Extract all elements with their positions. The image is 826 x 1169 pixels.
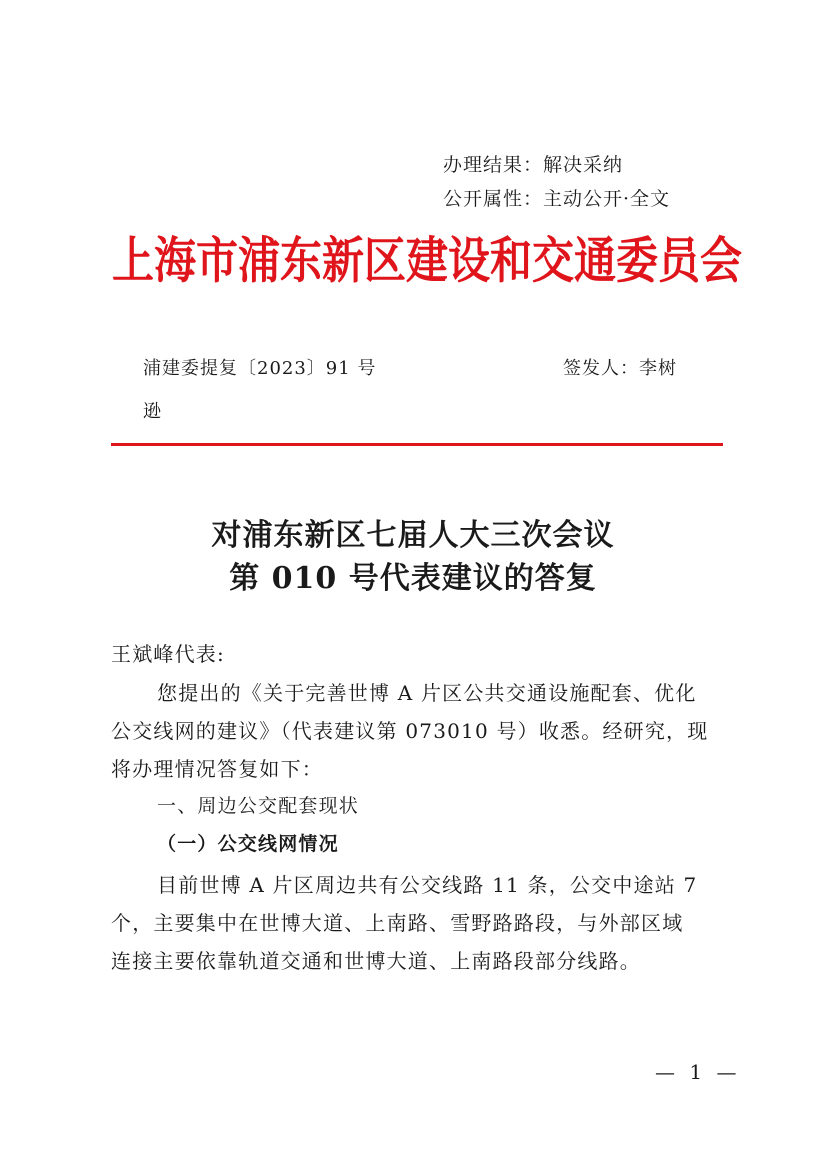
salutation: 王斌峰代表:: [111, 642, 225, 666]
paragraph-line: 个，主要集中在世博大道、上南路、雪野路路段，与外部区域: [111, 911, 684, 935]
paragraph-line: 连接主要依靠轨道交通和世博大道、上南路段部分线路。: [111, 949, 641, 973]
document-number: 浦建委提复〔2023〕91 号: [143, 358, 377, 379]
paragraph-line: 您提出的《关于完善世博 A 片区公共交通设施配套、优化: [157, 681, 697, 705]
issuing-organization-title: 上海市浦东新区建设和交通委员会: [112, 231, 743, 290]
signer: 签发人：李树: [563, 358, 677, 379]
paragraph-line: 将办理情况答复如下：: [111, 757, 323, 781]
paragraph-line: 目前世博 A 片区周边共有公交线路 11 条，公交中途站 7: [157, 873, 698, 897]
document-title-line-2: 第 010 号代表建议的答复: [229, 561, 597, 596]
red-divider-line: [111, 443, 723, 446]
page-number: — 1 —: [655, 1060, 741, 1084]
subsection-heading: （一）公交线网情况: [157, 833, 339, 855]
document-title-line-1: 对浦东新区七届人大三次会议: [211, 518, 615, 553]
disclosure-attribute: 公开属性：主动公开·全文: [443, 188, 671, 210]
signer-name-continued: 逊: [143, 401, 162, 422]
handling-result: 办理结果：解决采纳: [443, 154, 624, 176]
paragraph-line: 公交线网的建议》（代表建议第 073010 号）收悉。经研究，现: [111, 719, 709, 743]
section-heading: 一、周边公交配套现状: [157, 795, 360, 817]
